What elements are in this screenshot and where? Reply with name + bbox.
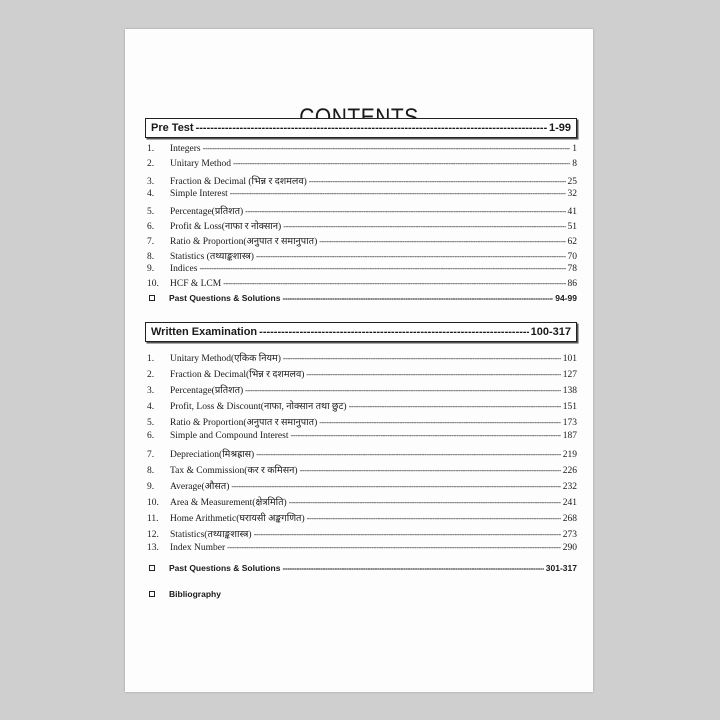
toc-entry [147, 264, 577, 278]
leader-dots [349, 402, 561, 411]
leader-dots [283, 354, 561, 363]
entry-number: 4. [147, 189, 155, 199]
entry-number: 1. [147, 144, 155, 154]
entry-title: Fraction & Decimal (भिन्न र दशमलव) [170, 177, 307, 187]
entry-number: 11. [147, 514, 159, 524]
entry-number: 8. [147, 252, 155, 262]
entry-number: 13. [147, 543, 159, 553]
leader-dots [289, 498, 561, 507]
entry-page: 25 [567, 177, 577, 187]
entry-number: 3. [147, 386, 155, 396]
toc-entry [147, 495, 577, 509]
toc-entry [147, 383, 577, 397]
entry-page: 138 [562, 386, 577, 396]
entry-title: Unitary Method [170, 159, 231, 169]
entry-page: 1 [572, 144, 577, 154]
entry-page: 241 [562, 498, 577, 508]
toc-entry [147, 479, 577, 493]
entry-title: Bibliography [169, 589, 221, 599]
entry-title: Percentage(प्रतिशत) [170, 386, 244, 396]
entry-number: 6. [147, 222, 155, 232]
entry-page: 290 [562, 543, 577, 553]
entry-page: 173 [562, 418, 577, 428]
leader-dots [230, 189, 566, 198]
toc-entry-past-questions [147, 563, 577, 577]
entry-number: 3. [147, 177, 155, 187]
entry-title: Index Number [170, 543, 226, 553]
toc-entry [147, 511, 577, 525]
toc-entry [147, 189, 577, 203]
toc-entry [147, 159, 577, 173]
entry-number: 2. [147, 370, 155, 380]
entry-page: 32 [567, 189, 577, 199]
document-page [125, 29, 593, 692]
leader-dots [283, 222, 565, 231]
entry-title: Unitary Method(एकिक नियम) [170, 354, 281, 364]
entry-page: 273 [562, 530, 577, 540]
entry-title: Statistics(तथ्याङ्कशास्त्र) [170, 530, 252, 540]
entry-number: 1. [147, 354, 155, 364]
entry-page: 51 [567, 222, 577, 232]
entry-title: Fraction & Decimal(भिन्न र दशमलव) [170, 370, 305, 380]
section-header-pretest [145, 118, 577, 138]
entry-number: 7. [147, 450, 155, 460]
entry-title: Profit & Loss(नाफा र नोक्सान) [170, 222, 282, 232]
toc-entry [147, 367, 577, 381]
leader-dots [256, 252, 566, 261]
leader-dots [282, 294, 553, 303]
entry-page: 187 [562, 431, 577, 441]
toc-entry [147, 279, 577, 293]
entry-title: Past Questions & Solutions [169, 293, 281, 303]
entry-title: Percentage(प्रतिशत) [170, 207, 244, 217]
entry-number: 9. [147, 482, 155, 492]
toc-entry [147, 447, 577, 461]
entry-page: 268 [562, 514, 577, 524]
leader-dots [259, 326, 528, 338]
entry-page: 301-317 [545, 563, 577, 573]
leader-dots [196, 122, 547, 134]
entry-title: Ratio & Proportion(अनुपात र समानुपात) [170, 418, 318, 428]
entry-number: 4. [147, 402, 155, 412]
leader-dots [245, 207, 565, 216]
checkbox-square-icon [149, 591, 155, 597]
entry-page: 86 [567, 279, 577, 289]
leader-dots [245, 386, 561, 395]
entry-title: Ratio & Proportion(अनुपात र समानुपात) [170, 237, 318, 247]
toc-entry [147, 431, 577, 445]
section-header-written [145, 322, 577, 342]
toc-entry [147, 399, 577, 413]
entry-title: HCF & LCM [170, 279, 222, 289]
entry-number: 6. [147, 431, 155, 441]
checkbox-square-icon [149, 565, 155, 571]
toc-entry [147, 543, 577, 557]
toc-entry-bibliography [147, 589, 577, 603]
section-pages: 100-317 [530, 326, 571, 338]
toc-entry [147, 527, 577, 541]
entry-page: 226 [562, 466, 577, 476]
entry-title: Area & Measurement(क्षेत्रमिति) [170, 498, 287, 508]
entry-title: Past Questions & Solutions [169, 563, 281, 573]
entry-page: 70 [567, 252, 577, 262]
toc-entry [147, 144, 577, 158]
toc-entry [147, 219, 577, 233]
leader-dots [309, 177, 566, 186]
toc-entry [147, 204, 577, 218]
entry-page: 41 [567, 207, 577, 217]
entry-page: 127 [562, 370, 577, 380]
entry-title: Depreciation(मिश्रह्रास) [170, 450, 255, 460]
entry-number: 7. [147, 237, 155, 247]
entry-number: 2. [147, 159, 155, 169]
leader-dots [256, 450, 561, 459]
entry-number: 10. [147, 498, 159, 508]
entry-page: 94-99 [555, 293, 577, 303]
toc-entry [147, 415, 577, 429]
leader-dots [290, 431, 560, 440]
leader-dots [282, 564, 543, 573]
entry-title: Indices [170, 264, 198, 274]
entry-page: 151 [562, 402, 577, 412]
entry-page: 232 [562, 482, 577, 492]
leader-dots [203, 144, 571, 153]
toc-entry-past-questions [147, 293, 577, 307]
toc-entry [147, 249, 577, 263]
entry-number: 8. [147, 466, 155, 476]
leader-dots [231, 482, 560, 491]
leader-dots [319, 418, 561, 427]
entry-page: 8 [572, 159, 577, 169]
entry-page: 101 [562, 354, 577, 364]
entry-title: Statistics (तथ्याङ्कशास्त्र) [170, 252, 254, 262]
entry-number: 10. [147, 279, 159, 289]
entry-page: 78 [567, 264, 577, 274]
entry-title: Average(औसत) [170, 482, 230, 492]
leader-dots [300, 466, 561, 475]
toc-entry [147, 174, 577, 188]
entry-number: 12. [147, 530, 159, 540]
section-label: Pre Test [151, 122, 194, 134]
entry-title: Home Arithmetic(घरायसी अङ्कगणित) [170, 514, 305, 524]
entry-number: 5. [147, 418, 155, 428]
leader-dots [223, 279, 565, 288]
toc-entry [147, 234, 577, 248]
leader-dots [307, 514, 561, 523]
entry-title: Simple Interest [170, 189, 228, 199]
entry-page: 219 [562, 450, 577, 460]
entry-title: Integers [170, 144, 201, 154]
toc-entry [147, 463, 577, 477]
leader-dots [199, 264, 565, 273]
leader-dots [254, 530, 561, 539]
entry-title: Profit, Loss & Discount(नाफा, नोक्सान तथा छुट) [170, 402, 347, 412]
section-label: Written Examination [151, 326, 258, 338]
entry-title: Tax & Commission(कर र कमिसन) [170, 466, 298, 476]
entry-page: 62 [567, 237, 577, 247]
entry-number: 5. [147, 207, 155, 217]
leader-dots [319, 237, 565, 246]
leader-dots [227, 543, 561, 552]
leader-dots [306, 370, 560, 379]
leader-dots [233, 159, 570, 168]
section-pages: 1-99 [548, 122, 571, 134]
entry-number: 9. [147, 264, 155, 274]
toc-entry [147, 351, 577, 365]
checkbox-square-icon [149, 295, 155, 301]
entry-title: Simple and Compound Interest [170, 431, 289, 441]
